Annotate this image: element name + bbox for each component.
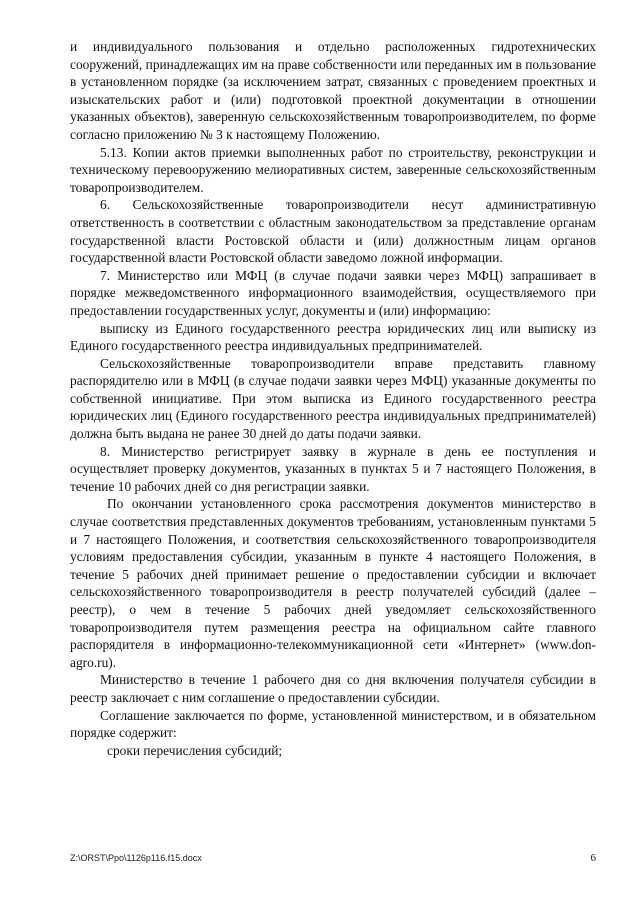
footer-file-path: Z:\ORST\Ppo\1126p116.f15.docx [70,853,202,863]
paragraph-7: 7. Министерство или МФЦ (в случае подачи заявки через МФЦ) запрашивает в порядке межведомственного информационного взаимодействия, осуществляемого при предоставлении государственных услуг, документы и (или) информацию: [70,267,596,318]
document-body [70,38,596,759]
paragraph-7-initiative: Сельскохозяйственные товаропроизводители вправе представить главному распорядителю или в МФЦ (в случае подачи заявки через МФЦ) указанные документы по собственной инициативе. При этом выписка из Единого государственного реестра юридических лиц (Единого государственного реестра индивидуальных предпринимателей) должна быть выдана не ранее 30 дней до даты подачи заявки. [70,355,596,442]
footer-page-number: 6 [590,852,596,864]
paragraph-8-agreement-form: Соглашение заключается по форме, установленной министерством, и в обязательном порядке содержит: [70,707,596,741]
paragraph-8-decision: По окончании установленного срока рассмотрения документов министерство в случае соответствия представленных документов требованиям, установленным пунктами 5 и 7 настоящего Положения, и соответствия сельскохозяйственного товаропроизводителя условиям предоставления субсидии, указанным в пункте 4 настоящего Положения, в течение 5 рабочих дней принимает решение о предоставлении субсидии и включает сельскохозяйственного товаропроизводителя в реестр получателей субсидий (далее – реестр), о чем в течение 5 рабочих дней уведомляет сельскохозяйственного товаропроизводителя путем размещения реестра на официальном сайте главного распорядителя в информационно-телекоммуникационной сети «Интернет» (www.don-agro.ru). [70,496,596,670]
paragraph-8: 8. Министерство регистрирует заявку в журнале в день ее поступления и осуществляет проверку документов, указанных в пунктах 5 и 7 настоящего Положения, в течение 10 рабочих дней со дня регистрации заявки. [70,443,596,494]
paragraph-6: 6. Сельскохозяйственные товаропроизводители несут административную ответственность в соответствии с областным законодательством за представление органам государственной власти Ростовской области и (или) должностным лицам органов государственной власти Ростовской области заведомо ложной информации. [70,197,596,266]
paragraph-7-extract: выписку из Единого государственного реестра юридических лиц или выписку из Единого государственного реестра индивидуальных предпринимателей. [70,320,596,354]
paragraph-8-agreement: Министерство в течение 1 рабочего дня со дня включения получателя субсидии в реестр заключает с ним соглашение о предоставлении субсидии. [70,672,596,705]
paragraph-8-terms: сроки перечисления субсидий; [107,742,283,758]
paragraph-continuation: и индивидуального пользования и отдельно расположенных гидротехнических сооружений, принадлежащих им на праве собственности или переданных им в пользование в установленном порядке (за исключением затрат, связанных с проведением проектных и изыскательских работ и (или) подготовкой проектной документации в отношении указанных объектов), заверенную сельскохозяйственным товаропроизводителем, по форме согласно приложению № 3 к настоящему Положению. [70,39,596,142]
paragraph-5-13: 5.13. Копии актов приемки выполненных работ по строительству, реконструкции и техническому перевооружению мелиоративных систем, заверенные сельскохозяйственным товаропроизводителем. [70,144,596,195]
